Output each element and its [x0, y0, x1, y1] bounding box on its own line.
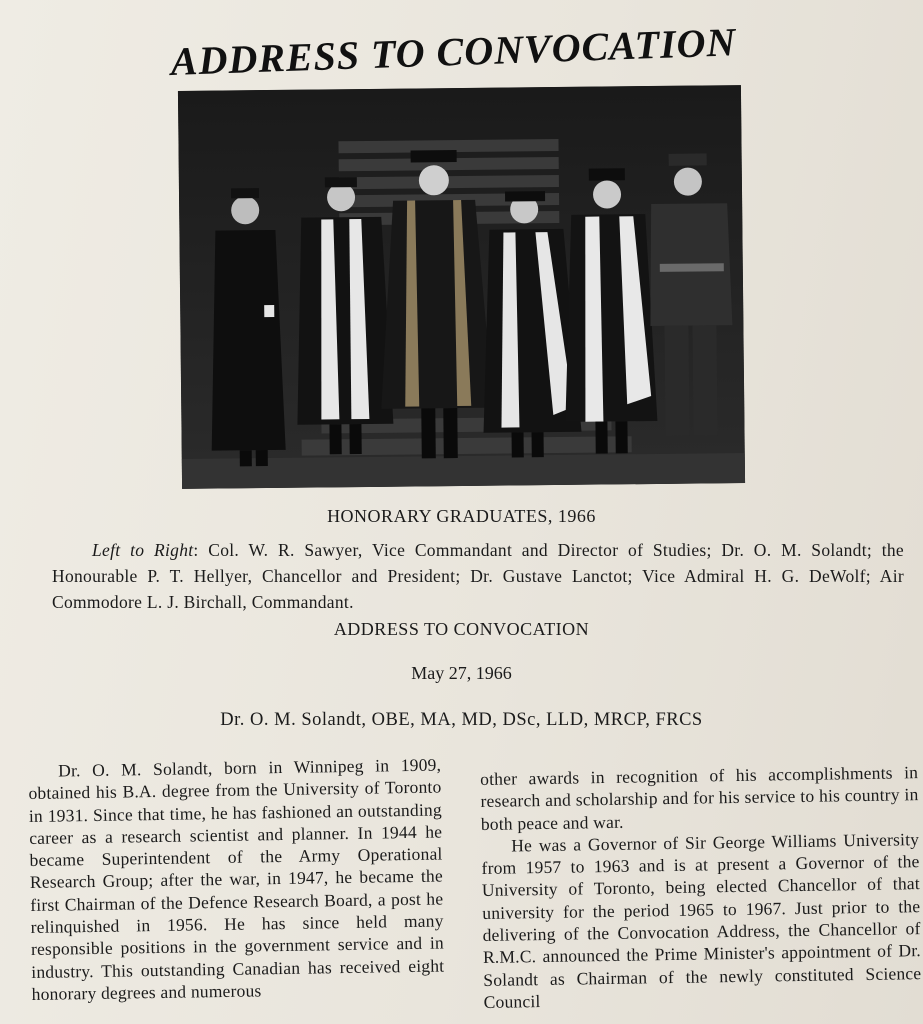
body-paragraph-continued: other awards in recognition of his accomplishments in research and scholarship and for his service to his country in both peace and war.: [480, 762, 919, 834]
group-photo: [178, 85, 745, 489]
body-column-right: [480, 761, 922, 1013]
caption-text: : Col. W. R. Sawyer, Vice Commandant and Director of Studies; Dr. O. M. Solandt; the Honourable P. T. Hellyer, Chancellor and President; Dr. Gustave Lanctot; Vice Admiral H. G. DeWolf; Air Commodore L. J. Birchall, Commandant.: [52, 540, 904, 612]
group-photo-image: [178, 85, 745, 489]
section-heading: ADDRESS TO CONVOCATION: [333, 619, 590, 639]
photo-caption-heading: HONORARY GRADUATES, 1966: [327, 506, 596, 526]
body-paragraph: He was a Governor of Sir George Williams University from 1957 to 1963 and is at present a Governor of the University of Toronto, being elected Chancellor of that university for the period 1965 to 1967. Just prior to the delivering of the Convocation Address, the Chancellor of R.M.C. announced the Prime Minister's appointment of Dr. Solandt as Chairman of the newly constituted Science Council: [481, 829, 922, 1012]
caption-label: Left to Right: [92, 540, 194, 560]
page-title: ADDRESS TO CONVOCATION: [170, 19, 738, 84]
photo-caption: [52, 537, 904, 615]
speaker-name: Dr. O. M. Solandt, OBE, MA, MD, DSc, LLD, MRCP, FRCS: [220, 710, 703, 730]
address-date: May 27, 1966: [411, 663, 512, 683]
body-paragraph: Dr. O. M. Solandt, born in Winnipeg in 1909, obtained his B.A. degree from the University of Toronto in 1931. Since that time, he has fashioned an outstanding career as a research scientist and planner. In 1944 he became Superintendent of the Army Operational Research Group; after the war, in 1947, he became the first Chairman of the Defence Research Board, a post he relinquished in 1956. He has since held many responsible positions in the government service and in industry. This outstanding Canadian has received eight honorary degrees and numerous: [28, 754, 445, 1004]
body-column-left: [28, 754, 445, 1006]
